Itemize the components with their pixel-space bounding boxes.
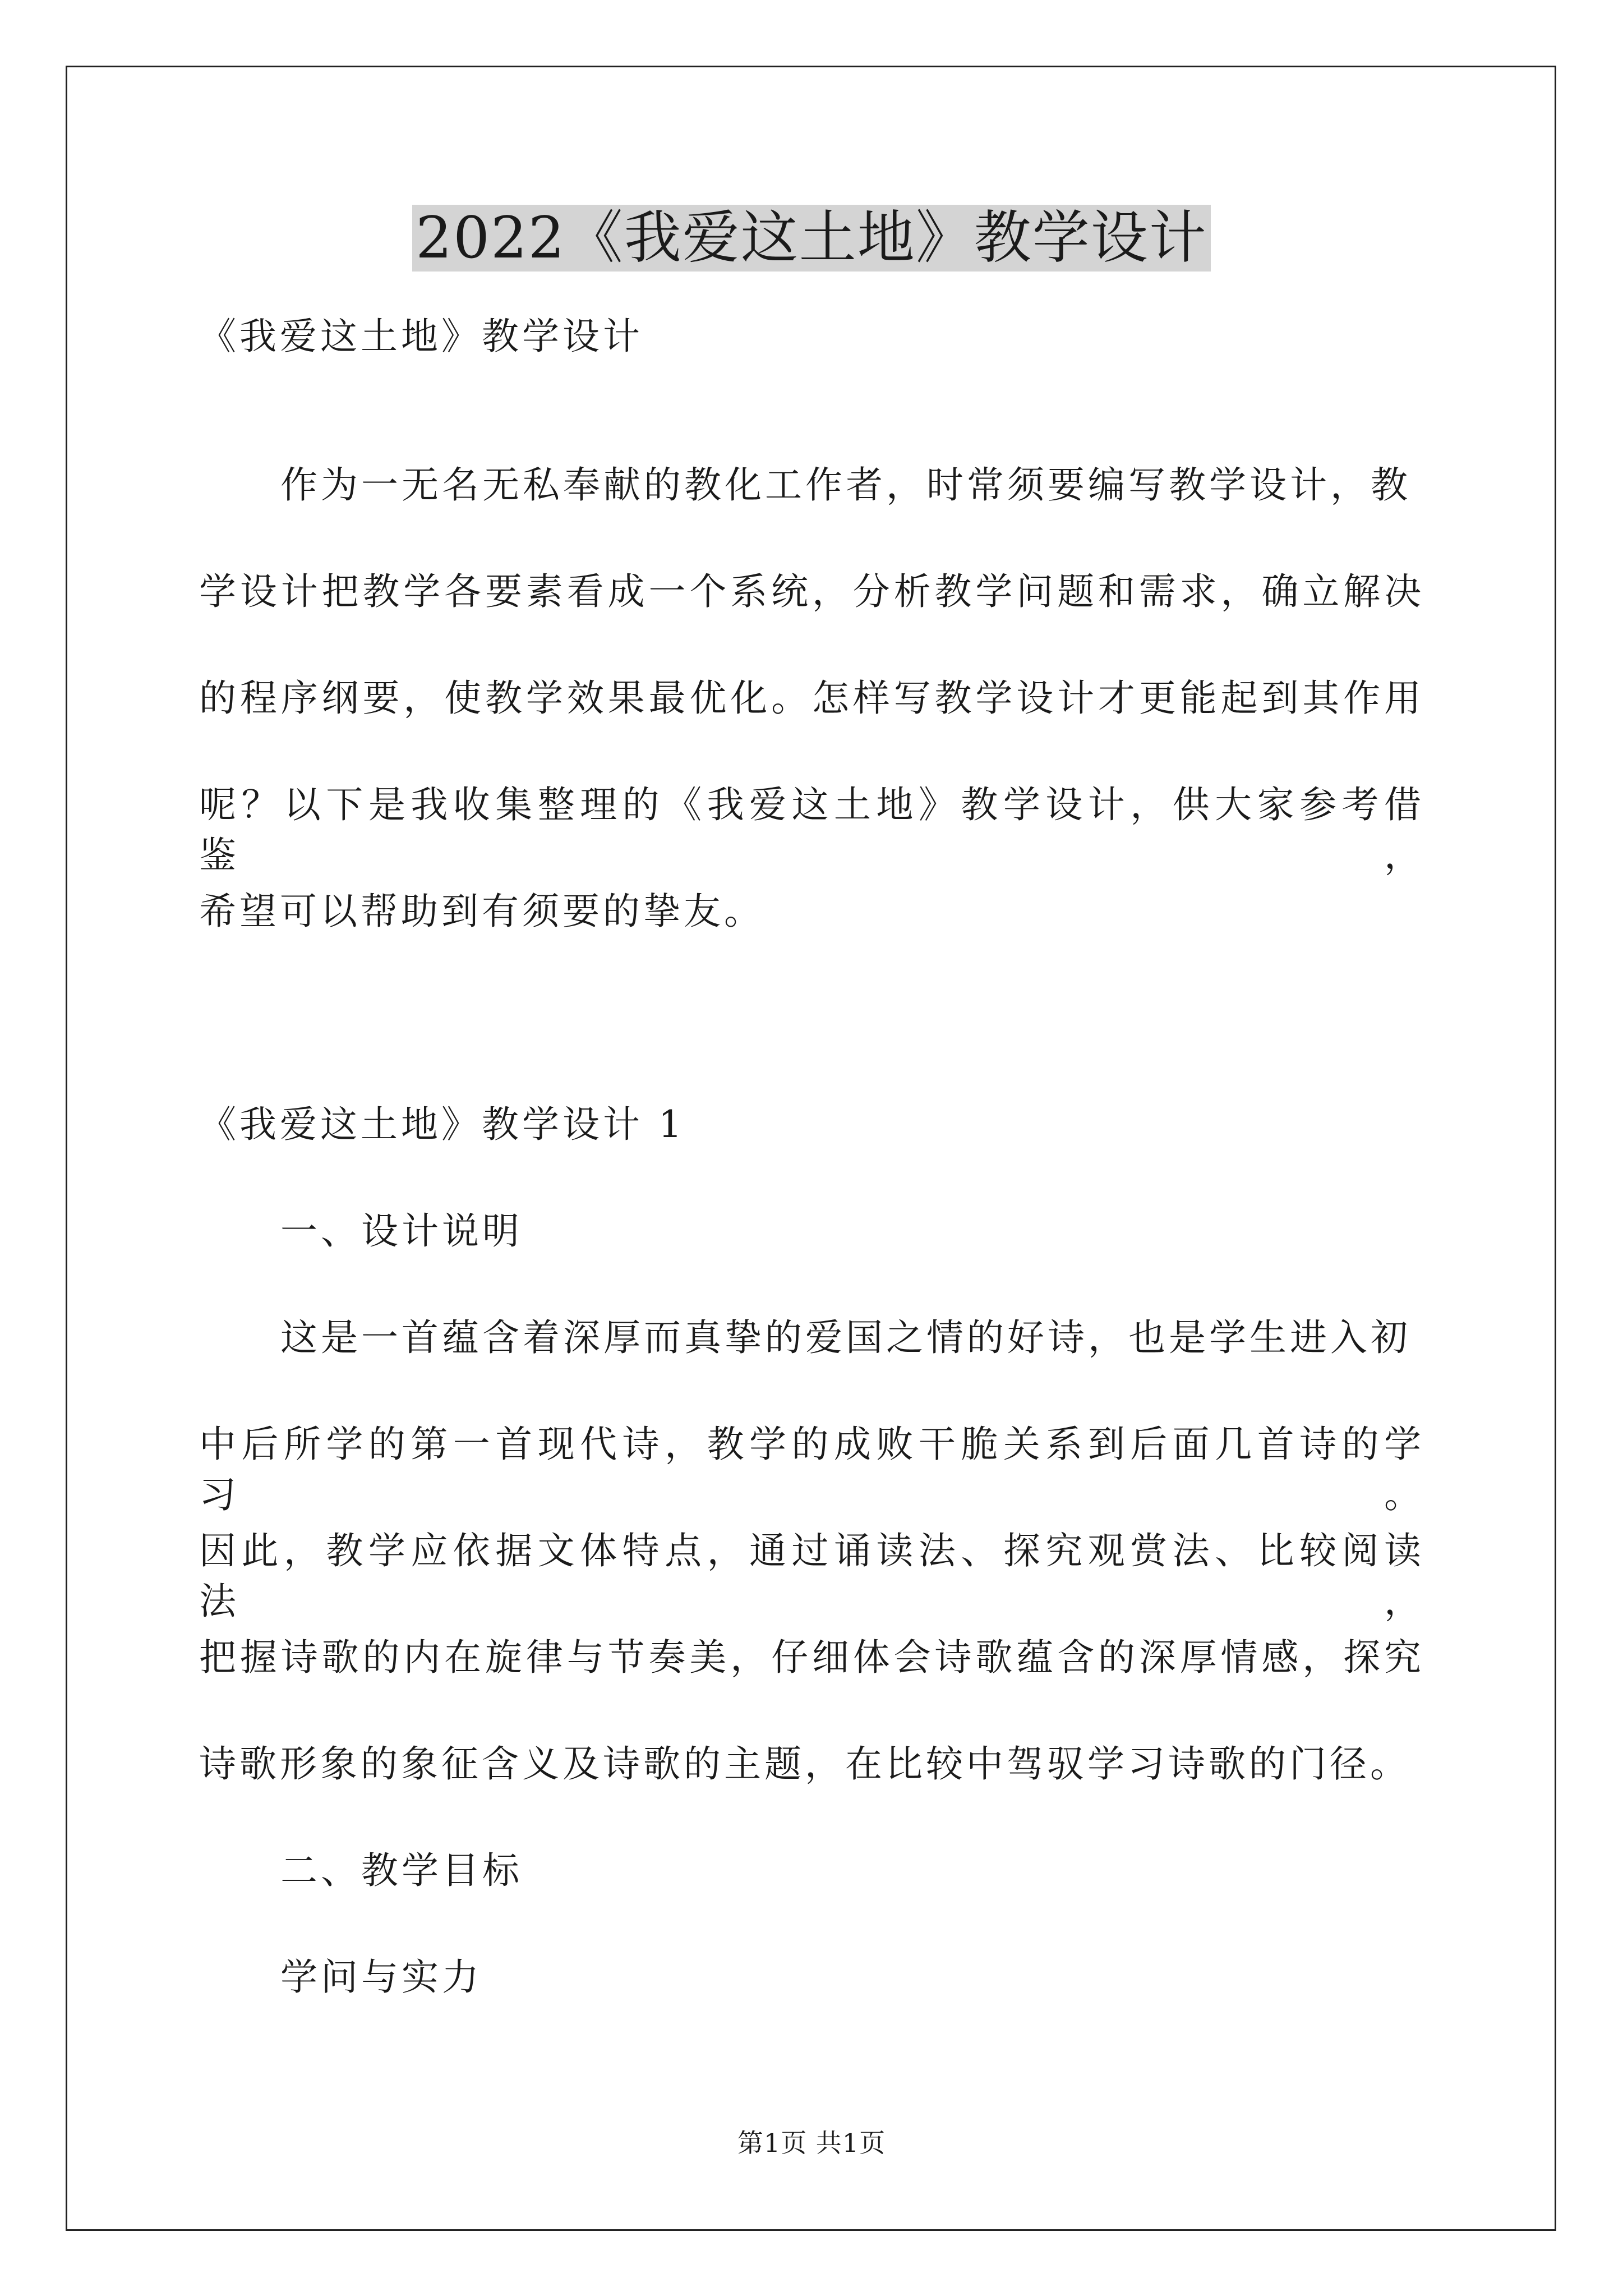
section-heading: 《我爱这土地》教学设计 1 bbox=[199, 1103, 685, 1146]
body-line: 希望可以帮助到有须要的挚友。 bbox=[199, 890, 764, 933]
subtitle-line: 《我爱这土地》教学设计 bbox=[199, 315, 643, 358]
document-title-text: 2022《我爱这土地》教学设计 bbox=[412, 205, 1211, 272]
subsection-heading: 学问与实力 bbox=[280, 1955, 482, 1999]
body-line: 中后所学的第一首现代诗，教学的成败干脆关系到后面几首诗的学习。 bbox=[199, 1423, 1424, 1516]
body-line: 作为一无名无私奉献的教化工作者，时常须要编写教学设计，教 bbox=[280, 463, 1411, 507]
subsection-heading: 二、教学目标 bbox=[280, 1849, 523, 1892]
body-line: 把握诗歌的内在旋律与节奏美，仔细体会诗歌蕴含的深厚情感，探究 bbox=[199, 1636, 1424, 1679]
body-line: 诗歌形象的象征含义及诗歌的主题，在比较中驾驭学习诗歌的门径。 bbox=[199, 1742, 1410, 1786]
body-line: 学设计把教学各要素看成一个系统，分析教学问题和需求，确立解决 bbox=[199, 570, 1424, 613]
page-footer: 第1页 共1页 bbox=[737, 2128, 886, 2158]
body-line: 因此，教学应依据文体特点，通过诵读法、探究观赏法、比较阅读法， bbox=[199, 1529, 1424, 1623]
subsection-heading: 一、设计说明 bbox=[280, 1209, 523, 1253]
body-line: 这是一首蕴含着深厚而真挚的爱国之情的好诗，也是学生进入初 bbox=[280, 1316, 1411, 1359]
body-line: 呢？以下是我收集整理的《我爱这土地》教学设计，供大家参考借鉴， bbox=[199, 783, 1424, 877]
document-title bbox=[0, 199, 1623, 278]
body-line: 的程序纲要，使教学效果最优化。怎样写教学设计才更能起到其作用 bbox=[199, 677, 1424, 720]
